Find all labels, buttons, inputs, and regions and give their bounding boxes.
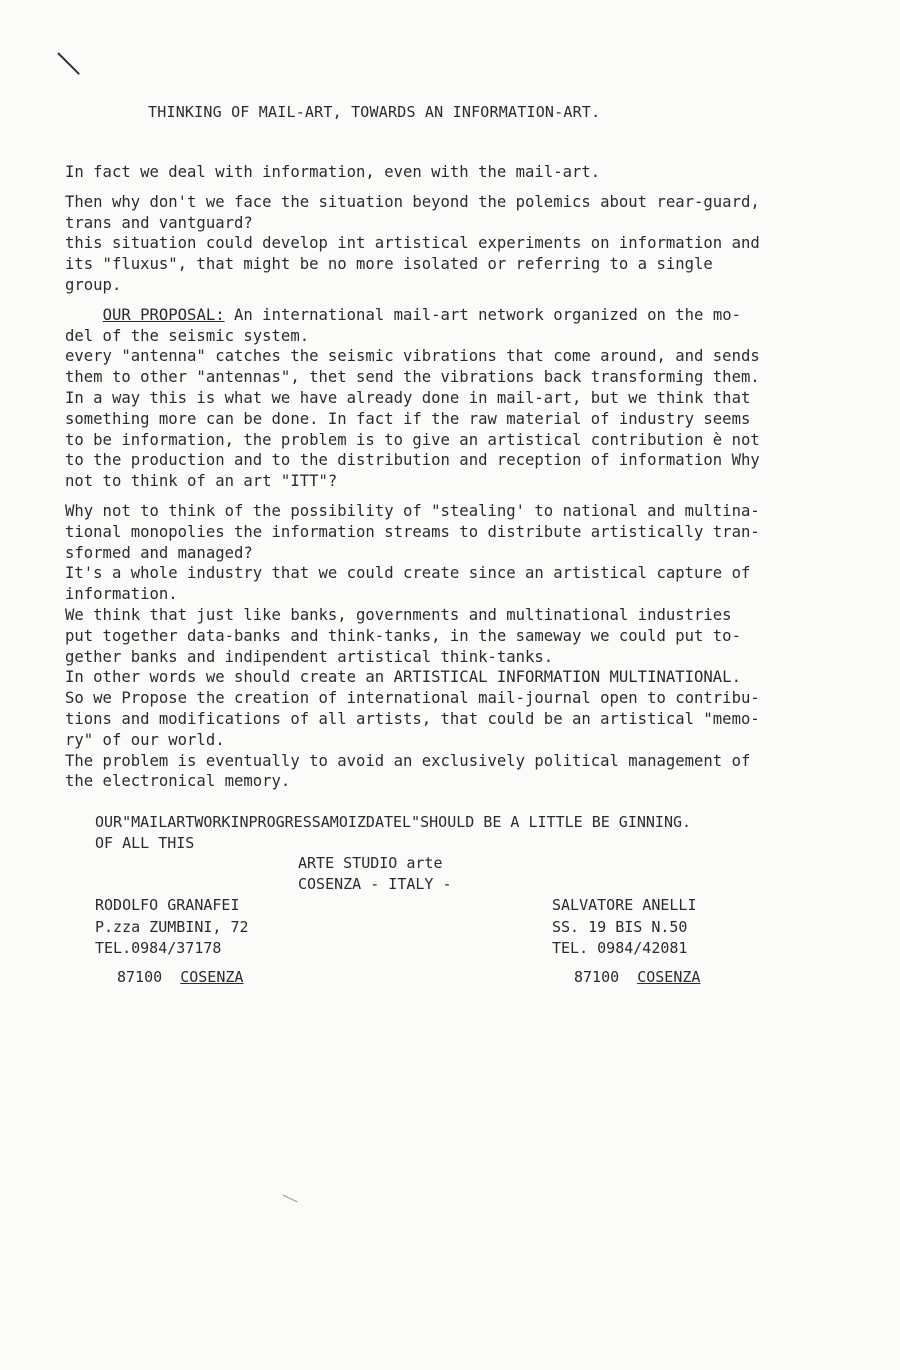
text-line: We think that just like banks, governments and multinational industries [65, 605, 732, 624]
text-line: not to think of an art "ITT"? [65, 472, 338, 491]
text-line: It's a whole industry that we could create since an artistical capture of [65, 564, 751, 583]
text-line: to be information, the problem is to give an artistical contribution è not [65, 430, 760, 449]
text-line: Why not to think of the possibility of "stealing' to national and multina- [65, 501, 760, 520]
proposal-rest: An international mail-art network organized on the mo- [224, 305, 741, 324]
text-line: something more can be done. In fact if the raw material of industry seems [65, 409, 751, 428]
paragraph-3 [65, 305, 865, 492]
zip-code: 87100 [574, 968, 620, 986]
studio-block [298, 853, 452, 895]
studio-location: COSENZA - ITALY - [298, 875, 452, 893]
text-line: this situation could develop int artistical experiments on information and [65, 234, 760, 253]
contact-name: SALVATORE ANELLI [552, 896, 697, 914]
zip-code: 87100 [117, 968, 163, 986]
text-line: In a way this is what we have already done in mail-art, but we think that [65, 388, 751, 407]
text-line: group. [65, 275, 122, 294]
contact-name: RODOLFO GRANAFEI [95, 896, 240, 914]
contact-right [552, 895, 697, 960]
city-name: COSENZA [180, 968, 244, 986]
paragraph-1 [65, 162, 865, 183]
text-line: information. [65, 585, 178, 604]
text-line: The problem is eventually to avoid an exclusively political management of [65, 751, 751, 770]
proposal-label: OUR PROPOSAL: [102, 305, 225, 324]
proposal-indent [65, 306, 103, 324]
closing-statement [95, 812, 691, 854]
contact-street: P.zza ZUMBINI, 72 [95, 917, 249, 936]
paragraph-4 [65, 501, 865, 792]
text-line: ry" of our world. [65, 730, 225, 749]
text-line: So we Propose the creation of international mail-journal open to contribu- [65, 689, 760, 708]
text-line: In fact we deal with information, even with the mail-art. [65, 163, 601, 181]
text-line: them to other "antennas", thet send the vibrations back transforming them. [65, 368, 760, 387]
text-line: In other words we should create an ARTISTICAL INFORMATION MULTINATIONAL. [65, 668, 741, 687]
text-line: put together data-banks and think-tanks, in the sameway we could put to- [65, 626, 741, 645]
closing-line: OF ALL THIS [95, 834, 195, 852]
text-line: its "fluxus", that might be no more isolated or referring to a single [65, 255, 713, 274]
contact-street: SS. 19 BIS N.50 [552, 917, 688, 936]
text-line: gether banks and indipendent artistical think-tanks. [65, 647, 554, 666]
closing-line: OUR"MAILARTWORKINPROGRESSAMOIZDATEL"SHOULD BE A LITTLE BE GINNING. [95, 813, 692, 831]
paper-speck [283, 1195, 298, 1203]
contact-left-city [117, 968, 243, 986]
text-line: the electronical memory. [65, 772, 291, 791]
text-line: tional monopolies the information streams to distribute artistically tran- [65, 522, 760, 541]
text-line: every "antenna" catches the seismic vibrations that come around, and sends [65, 347, 760, 366]
proposal-line [65, 305, 865, 326]
text-line: tions and modifications of all artists, that could be an artistical "memo- [65, 709, 760, 728]
text-line: Then why don't we face the situation beyond the polemics about rear-guard, [65, 192, 760, 211]
document-title: THINKING OF MAIL-ART, TOWARDS AN INFORMATION-ART. [148, 103, 601, 121]
paragraph-2 [65, 192, 865, 296]
contact-phone: TEL.0984/37178 [95, 939, 222, 957]
city-name: COSENZA [637, 968, 701, 986]
contact-phone: TEL. 0984/42081 [552, 939, 688, 957]
text-line: trans and vantguard? [65, 213, 253, 232]
contact-left [95, 895, 249, 960]
contact-right-city [574, 968, 700, 986]
document-body [65, 162, 865, 792]
studio-name: ARTE STUDIO arte [298, 854, 443, 872]
text-line: to the production and to the distribution and reception of information Why [65, 451, 760, 470]
text-line: sformed and managed? [65, 543, 253, 562]
text-line: del of the seismic system. [65, 326, 310, 345]
pen-mark [57, 52, 80, 75]
